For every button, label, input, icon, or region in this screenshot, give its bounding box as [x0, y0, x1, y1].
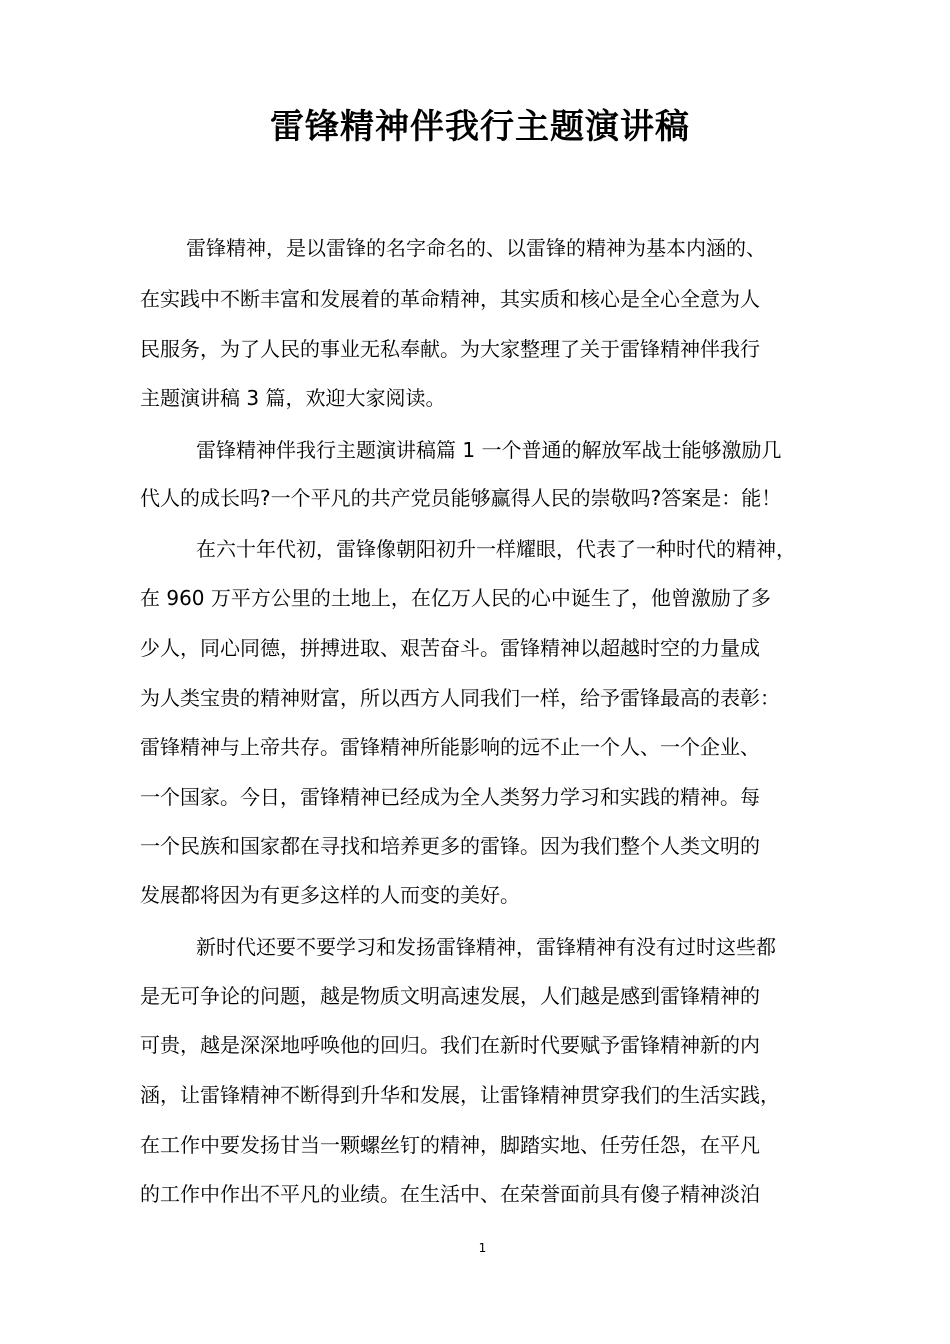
paragraph-line: 在 960 万平方公里的土地上，在亿万人民的心中诞生了，他曾激励了多 [140, 586, 771, 610]
document-title: 雷锋精神伴我行主题演讲稿 [270, 107, 690, 147]
paragraph-line: 涵，让雷锋精神不断得到升华和发展，让雷锋精神贯穿我们的生活实践， [140, 1083, 780, 1107]
page-number: 1 [478, 1241, 487, 1255]
paragraph-line: 发展都将因为有更多这样的人而变的美好。 [140, 883, 520, 907]
paragraph-line: 的工作中作出不平凡的业绩。在生活中、在荣誉面前具有傻子精神淡泊 [140, 1182, 760, 1206]
paragraph-line: 可贵，越是深深地呼唤他的回归。我们在新时代要赋予雷锋精神新的内 [140, 1033, 760, 1057]
paragraph-line: 雷锋精神与上帝共存。雷锋精神所能影响的远不止一个人、一个企业、 [140, 735, 760, 759]
paragraph-line: 新时代还要不要学习和发扬雷锋精神，雷锋精神有没有过时这些都 [196, 935, 776, 959]
paragraph-line: 为人类宝贵的精神财富，所以西方人同我们一样，给予雷锋最高的表彰： [140, 686, 780, 710]
paragraph-line: 在六十年代初，雷锋像朝阳初升一样耀眼，代表了一种时代的精神， [196, 537, 796, 561]
paragraph-line: 一个民族和国家都在寻找和培养更多的雷锋。因为我们整个人类文明的 [140, 834, 760, 858]
paragraph-line: 一个国家。今日，雷锋精神已经成为全人类努力学习和实践的精神。每 [140, 785, 760, 809]
paragraph-line: 代人的成长吗?一个平凡的共产党员能够赢得人民的崇敬吗?答案是：能！ [140, 486, 782, 510]
paragraph-line: 雷锋精神，是以雷锋的名字命名的、以雷锋的精神为基本内涵的、 [186, 236, 766, 260]
paragraph-line: 少人，同心同德，拼搏进取、艰苦奋斗。雷锋精神以超越时空的力量成 [140, 636, 760, 660]
paragraph-line: 民服务，为了人民的事业无私奉献。为大家整理了关于雷锋精神伴我行 [140, 337, 760, 361]
paragraph-line: 在实践中不断丰富和发展着的革命精神，其实质和核心是全心全意为人 [140, 287, 760, 311]
paragraph-line: 在工作中要发扬甘当一颗螺丝钉的精神，脚踏实地、任劳任怨，在平凡 [140, 1133, 760, 1157]
paragraph-line: 主题演讲稿 3 篇，欢迎大家阅读。 [140, 386, 446, 410]
paragraph-line: 雷锋精神伴我行主题演讲稿篇 1 一个普通的解放军战士能够激励几 [196, 438, 782, 462]
paragraph-line: 是无可争论的问题，越是物质文明高速发展，人们越是感到雷锋精神的 [140, 984, 760, 1008]
